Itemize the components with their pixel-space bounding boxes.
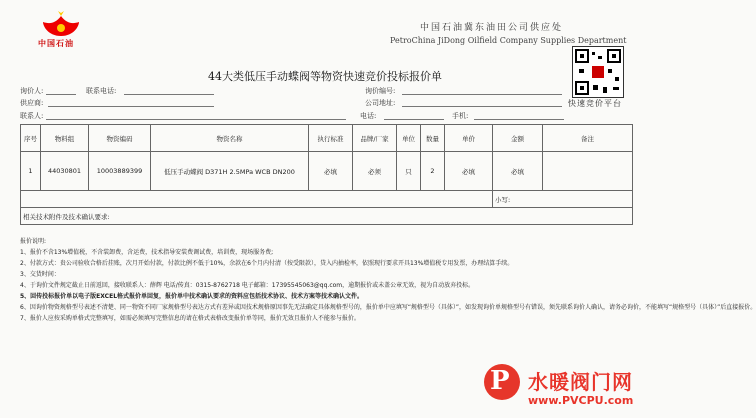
inquiry-no-label: 询价编号: [365,87,396,95]
table-cell: 44030801 [41,152,89,191]
note-item: 2、付款方式：贵公司验收合格后挂账，次月开始付款，付款比例不低于10%，余款在6个月内付清（按受限款），贷入内抽检率，依照现行要求开具13%增值税专用发票，办理结算手续。 [20,260,514,267]
col-header: 单位 [397,125,421,152]
note-item: 6、因询价物资规格型号表述不清楚、同一物资不同厂家规格型号表达方式有差异或因技术规格原因事先无法确定具体规格型号的，报价单中应填写“规格型号（具体）”，如发现询价单规格型号有错误，须先联系询价人确认，请务必询价，不能填写“规格型号（具体）”后直接报价。 [20,304,756,311]
contact-phone-label: 联系电话: [86,87,117,95]
note-item: 5、回传投标报价单以电子版EXCEL格式报价单回复，报价单中技术确认要求的资料应包括技术协议、技术方案等技术确认文件。 [20,293,364,300]
table-cell: 低压手动蝶阀 D371H 2.5MPa WCB DN200 [151,152,309,191]
note-item: 7、报价人应按采购单格式完整填写，如需必须填写完整信息的请在格式表格改变报价单等同，报价无效且报价人不能参与报价。 [20,315,360,322]
company-addr-field[interactable] [402,106,562,107]
mobile-field[interactable] [474,119,564,120]
table-cell: 只 [397,152,421,191]
col-header: 备注 [543,125,633,152]
contact-field[interactable] [46,119,346,120]
table-cell[interactable]: 必填 [493,152,543,191]
total-row [21,191,633,208]
mobile-label: 手机: [452,112,469,120]
table-cell: 1 [21,152,41,191]
table-header-row [21,125,633,152]
table-cell: 2 [421,152,445,191]
petrochina-logo-icon [40,10,82,38]
col-header: 执行标准 [309,125,353,152]
company-name-cn: 中国石油冀东油田公司供应处 [420,23,564,33]
requester-label: 询价人: [20,87,44,95]
note-item: 1、报价不含13%增值税，不含装卸费，含运费，技术指导安装费调试费，培训费，现场服务费; [20,249,274,256]
col-header: 单价 [445,125,493,152]
note-item: 4、于询价文件规定截止日前返回，接收联系人：薛辉 电话/传真：0315-8762718 电子邮箱：17395545063@qq.com，逾期报价或未盖公章无效，视为自动放弃投标。 [20,282,475,289]
extra-row [21,208,633,225]
watermark-url: www.PVCPU.com [528,394,634,407]
notes-heading: 报价说明: [20,238,47,245]
total-label[interactable]: 小写: [493,191,633,208]
company-addr-label: 公司地址: [365,99,396,107]
col-header: 物料组 [41,125,89,152]
page-title: 44大类低压手动蝶阀等物资快速竞价投标报价单 [208,70,442,83]
qr-caption: 快速竞价平台 [568,99,622,108]
col-header: 物资名称 [151,125,309,152]
col-header: 品牌/厂家 [353,125,397,152]
inquiry-no-field[interactable] [402,94,562,95]
quote-notes [20,236,756,324]
company-name-en: PetroChina JiDong Oilfield Company Supplies Department [390,36,627,45]
table-cell[interactable] [543,152,633,191]
table-cell[interactable]: 必须 [353,152,397,191]
contact-label: 联系人: [20,112,44,120]
table-cell[interactable]: 必填 [445,152,493,191]
table-row [21,152,633,191]
quote-table [20,124,633,225]
col-header: 数量 [421,125,445,152]
contact-phone-field[interactable] [124,94,214,95]
extra-requirements[interactable]: 相关技术附件及技术确认要求: [21,208,633,225]
col-header: 序号 [21,125,41,152]
watermark-text: 水暖阀门网 [528,370,633,394]
phone-label: 电话: [360,112,377,120]
table-cell: 10003889399 [89,152,151,191]
watermark-letter: P [490,366,510,396]
logo-text: 中国石油 [38,39,74,48]
table-cell[interactable]: 必填 [309,152,353,191]
supplier-field[interactable] [48,106,214,107]
note-item: 3、交货时间： [20,271,60,278]
supplier-label: 供应商: [20,99,44,107]
requester-field[interactable] [46,94,76,95]
phone-field[interactable] [384,119,444,120]
col-header: 物资编码 [89,125,151,152]
col-header: 金额 [493,125,543,152]
